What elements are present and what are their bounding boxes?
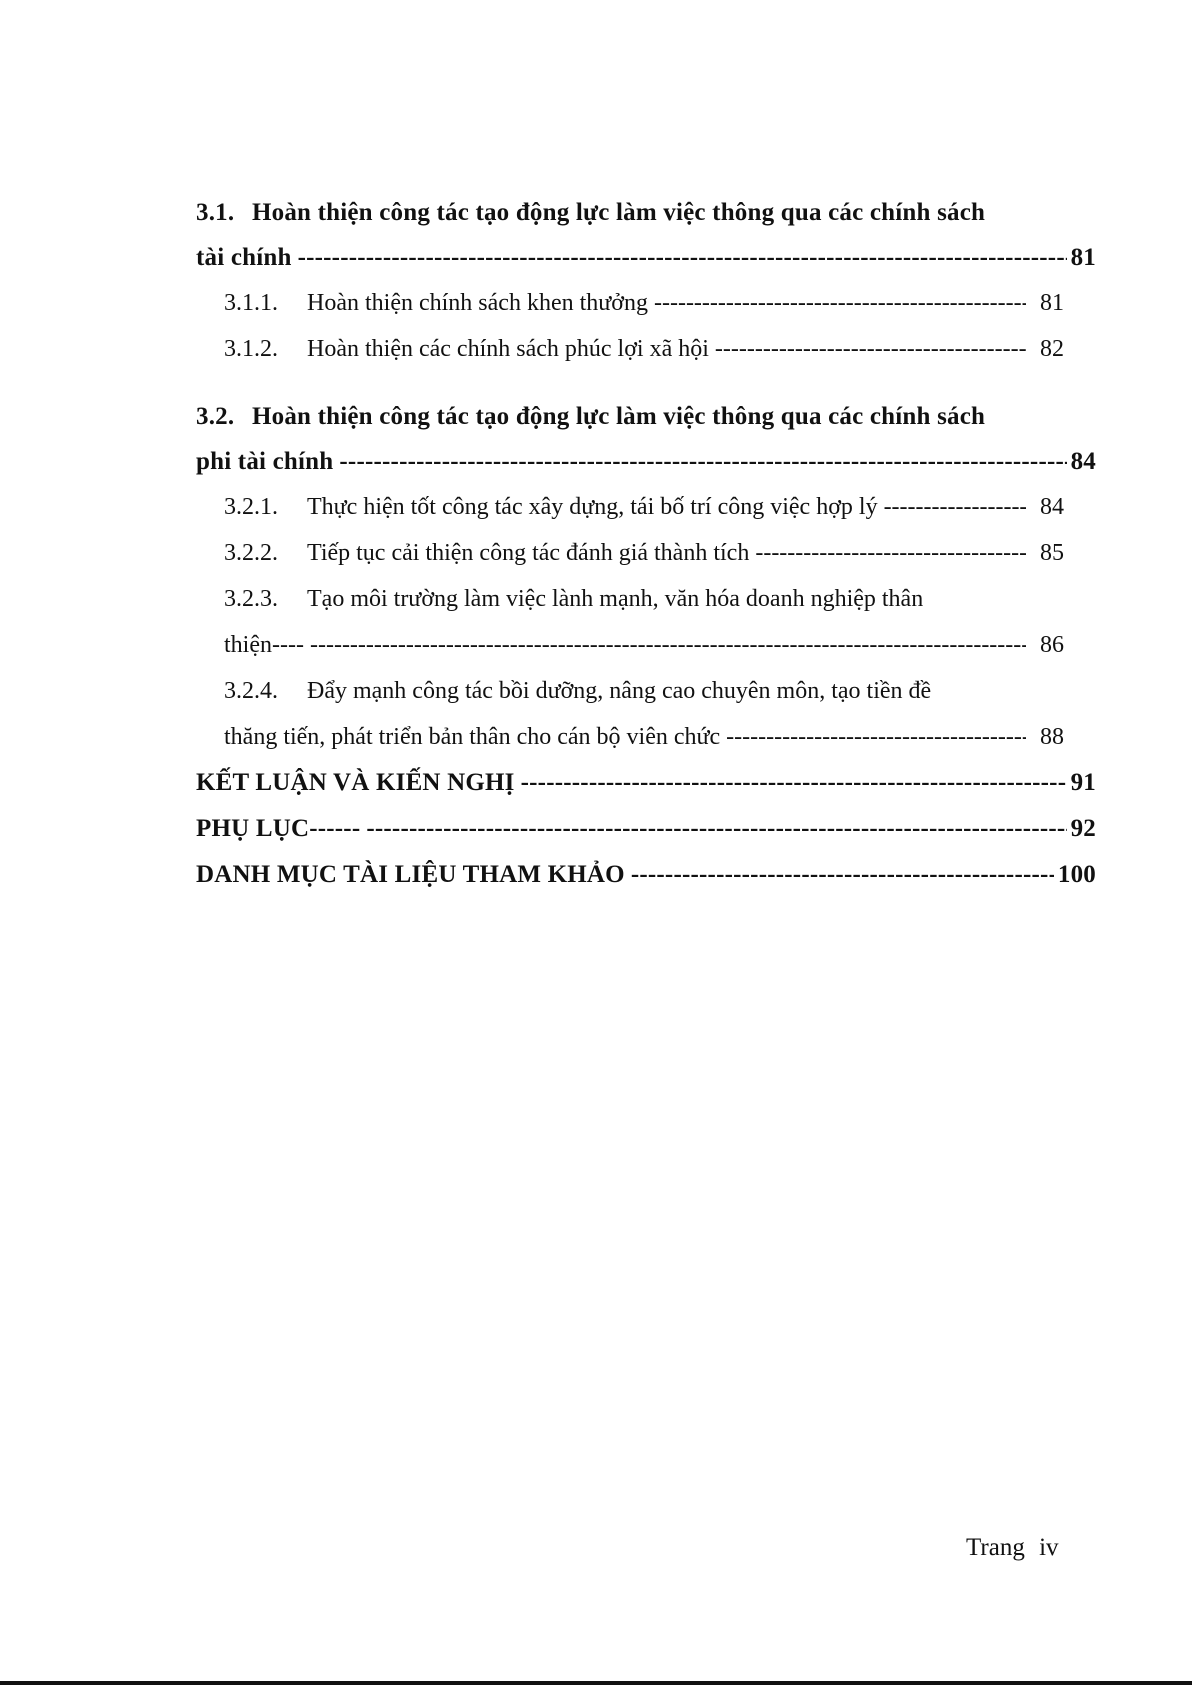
section-title-continued: thăng tiến, phát triển bản thân cho cán bộ viên chức xyxy=(224,724,721,750)
dot-leader xyxy=(310,622,1026,668)
page-number: 88 xyxy=(1040,724,1064,750)
page-number: 86 xyxy=(1040,632,1064,658)
section-title: Hoàn thiện công tác tạo động lực làm việc thông qua các chính sách xyxy=(252,199,986,226)
page-number: 91 xyxy=(1070,769,1096,796)
toc-entry-3-2-1[interactable] xyxy=(196,484,1096,530)
section-number: 3.2.4. xyxy=(224,678,278,704)
toc-entry-3-2-2[interactable] xyxy=(196,530,1096,576)
toc-entry-3-1-2[interactable] xyxy=(196,326,1096,372)
dot-leader xyxy=(366,806,1066,852)
toc-entry-3-2-3[interactable] xyxy=(196,576,1096,668)
section-title-continued: phi tài chính xyxy=(196,448,334,475)
spacer xyxy=(196,372,1096,394)
dot-leader xyxy=(339,439,1066,484)
section-number: 3.2. xyxy=(196,403,235,430)
section-title: Thực hiện tốt công tác xây dựng, tái bố trí công việc hợp lý xyxy=(307,494,878,520)
page-number: 84 xyxy=(1040,494,1064,520)
section-number: 3.1.1. xyxy=(224,290,278,316)
dot-leader xyxy=(715,326,1026,372)
section-title: Tạo môi trường làm việc lành mạnh, văn hóa doanh nghiệp thân xyxy=(307,586,924,612)
toc-entry-conclusion[interactable] xyxy=(196,760,1096,806)
section-title: Hoàn thiện các chính sách phúc lợi xã hội xyxy=(307,336,709,362)
dot-leader xyxy=(884,484,1026,530)
section-title: Hoàn thiện chính sách khen thưởng xyxy=(307,290,648,316)
toc-entry-3-2[interactable] xyxy=(196,394,1096,484)
toc-entry-3-2-4[interactable] xyxy=(196,668,1096,760)
dot-leader xyxy=(631,852,1054,898)
toc-entry-3-1-1[interactable] xyxy=(196,280,1096,326)
page-number: 81 xyxy=(1040,290,1064,316)
section-title: Tiếp tục cải thiện công tác đánh giá thành tích xyxy=(307,540,750,566)
page-number: 100 xyxy=(1057,861,1096,888)
page-number: 84 xyxy=(1070,448,1096,475)
dot-leader xyxy=(755,530,1026,576)
section-number: 3.2.2. xyxy=(224,540,278,566)
dot-leader xyxy=(298,235,1067,280)
page-number: 81 xyxy=(1070,244,1096,271)
section-title: Hoàn thiện công tác tạo động lực làm việc thông qua các chính sách xyxy=(252,403,986,430)
bottom-edge-line xyxy=(0,1681,1192,1685)
section-number: 3.1.2. xyxy=(224,336,278,362)
page-number: 92 xyxy=(1070,815,1096,842)
section-title: KẾT LUẬN VÀ KIẾN NGHỊ xyxy=(196,769,515,796)
section-number: 3.1. xyxy=(196,199,235,226)
page-footer-label: Trang iv xyxy=(966,1534,1059,1561)
dot-leader xyxy=(726,714,1026,760)
section-title: Đẩy mạnh công tác bồi dưỡng, nâng cao chuyên môn, tạo tiền đề xyxy=(307,678,932,704)
dot-leader xyxy=(654,280,1026,326)
section-number: 3.2.1. xyxy=(224,494,278,520)
toc-entry-appendix[interactable] xyxy=(196,806,1096,852)
page-number: 85 xyxy=(1040,540,1064,566)
section-number: 3.2.3. xyxy=(224,586,278,612)
toc-entry-3-1[interactable] xyxy=(196,190,1096,280)
section-title: PHỤ LỤC------ xyxy=(196,815,361,842)
section-title-continued: tài chính xyxy=(196,244,292,271)
dot-leader xyxy=(521,760,1067,806)
toc-entry-references[interactable] xyxy=(196,852,1096,898)
section-title-continued: thiện---- xyxy=(224,632,304,658)
section-title: DANH MỤC TÀI LIỆU THAM KHẢO xyxy=(196,861,625,888)
table-of-contents xyxy=(196,190,1096,898)
page-number: 82 xyxy=(1040,336,1064,362)
